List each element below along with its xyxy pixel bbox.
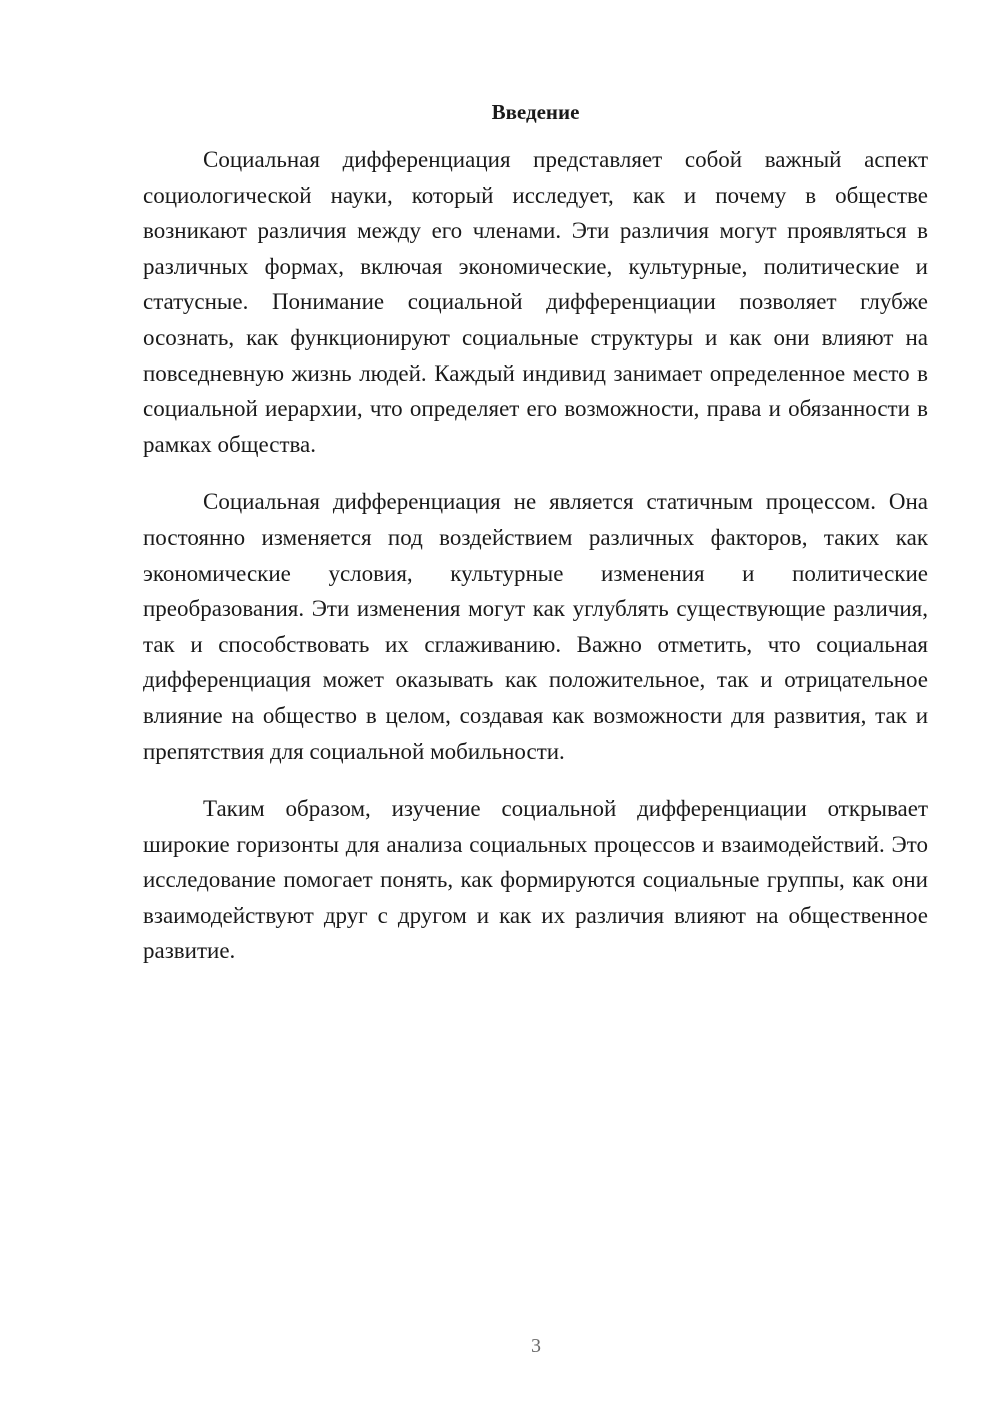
paragraph-3: Таким образом, изучение социальной дифференциации открывает широкие горизонты для анализа социальных процессов и взаимодействий. Это исследование помогает понять, как формируются социальные группы, как они взаимодействуют друг с другом и как их различия влияют на общественное развитие. [143, 796, 928, 964]
page-number: 3 [531, 1335, 541, 1357]
section-heading: Введение [491, 100, 580, 124]
paragraph-2: Социальная дифференциация не является статичным процессом. Она постоянно изменяется под воздействием различных факторов, таких как экономические условия, культурные изменения и политические преобразования. Эти изменения могут как углублять существующие различия, так и способствовать их сглаживанию. Важно отметить, что социальная дифференциация может оказывать как положительное, так и отрицательное влияние на общество в целом, создавая как возможности для развития, так и препятствия для социальной мобильности. [143, 489, 928, 764]
body-text [143, 142, 928, 991]
paragraph-1: Социальная дифференциация представляет собой важный аспект социологической науки, который исследует, как и почему в обществе возникают различия между его членами. Эти различия могут проявляться в различных формах, включая экономические, культурные, политические и статусные. Понимание социальной дифференциации позволяет глубже осознать, как функционируют социальные структуры и как они влияют на повседневную жизнь людей. Каждый индивид занимает определенное место в социальной иерархии, что определяет его возможности, права и обязанности в рамках общества. [143, 147, 928, 457]
